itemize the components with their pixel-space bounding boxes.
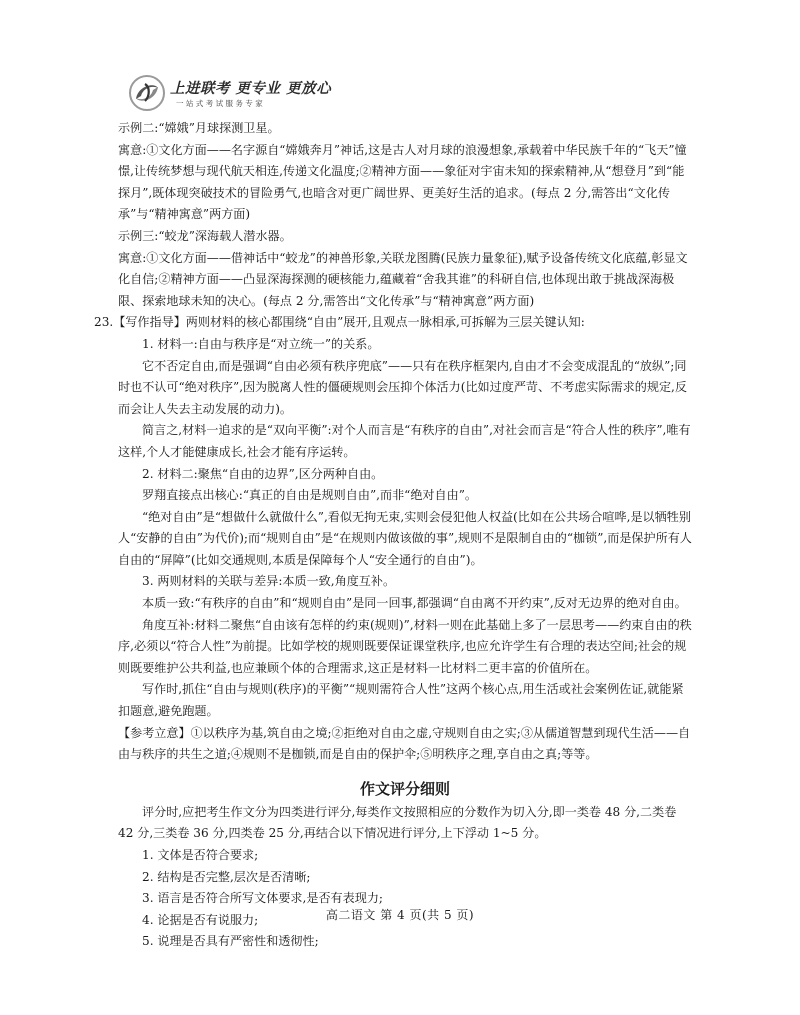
rubric-item: 5. 说理是否具有严密性和透彻性; bbox=[142, 934, 319, 949]
answer-content bbox=[94, 118, 692, 953]
paragraph: 写作时,抓住“自由与规则(秩序)的平衡”“规则需符合人性”这两个核心点,用生活或社会案例佐证,就能紧扣题意,避免跑题。 bbox=[118, 682, 684, 719]
logo-swirl-icon bbox=[128, 74, 166, 112]
rubric-item: 3. 语言是否符合所写文体要求,是否有表现力; bbox=[142, 891, 383, 906]
example-three-meaning: 寓意:①文化方面——借神话中“蛟龙”的神兽形象,关联龙图腾(民族力量象征),赋予设备传统文化底蕴,彰显文化自信;②精神方面——凸显深海探测的硬核能力,蕴藏着“舍我其谁”的科研自信,也体现出敢于挑战深海极限、探索地球未知的决心。(每点 2 分,需答出“文化传承”与“精神寓意”两方面) bbox=[118, 250, 688, 308]
rubric-intro: 评分时,应把考生作文分为四类进行评分,每类作文按照相应的分数作为切入分,即一类卷 48 分,二类卷 42 分,三类卷 36 分,四类卷 25 分,再结合以下情况进行评分,上下浮动 1~5 分。 bbox=[118, 804, 677, 841]
rubric-title: 作文评分细则 bbox=[359, 779, 450, 798]
reference-ideas: 【参考立意】①以秩序为基,筑自由之境;②拒绝对自由之虚,守规则自由之实;③从儒道智慧到现代生活——自由与秩序的共生之道;④规则不是枷锁,而是自由的保护伞;⑤明秩序之理,享自由之真;等等。 bbox=[118, 725, 691, 762]
rubric-item: 2. 结构是否完整,层次是否清晰; bbox=[142, 869, 311, 884]
example-three-title: 示例三:“蛟龙”深海载人潜水器。 bbox=[118, 228, 292, 243]
paragraph: “绝对自由”是“想做什么就做什么”,看似无拘无束,实则会侵犯他人权益(比如在公共场合喧哗,是以牺牲别人“安静的自由”为代价);而“规则自由”是“在规则内做该做的事”,规则不是限制自由的“枷锁”,而是保护所有人自由的“屏障”(比如交通规则,本质是保障每个人“安全通行的自由”)。 bbox=[118, 509, 692, 567]
question-23-guide: 23.【写作指导】两则材料的核心都围绕“自由”展开,且观点一脉相承,可拆解为三层关键认知: bbox=[94, 315, 585, 330]
example-two-title: 示例二:“嫦娥”月球探测卫星。 bbox=[118, 121, 280, 135]
material-two-heading: 2. 材料二:聚焦“自由的边界”,区分两种自由。 bbox=[142, 466, 384, 481]
paragraph: 简言之,材料一追求的是“双向平衡”:对个人而言是“有秩序的自由”,对社会而言是“符合人性的秩序”,唯有这样,个人才能健康成长,社会才能有序运转。 bbox=[118, 423, 691, 459]
logo-title: 上进联考 更专业 更放心 bbox=[170, 81, 332, 97]
paragraph: 本质一致:“有秩序的自由”和“规则自由”是同一回事,都强调“自由离不开约束”,反对无边界的绝对自由。 bbox=[142, 596, 687, 611]
material-one-heading: 1. 材料一:自由与秩序是“对立统一”的关系。 bbox=[142, 336, 380, 351]
page-header bbox=[128, 74, 338, 114]
page-footer: 高二语文 第 4 页(共 5 页) bbox=[325, 908, 475, 922]
paragraph: 角度互补:材料二聚焦“自由该有怎样的约束(规则)”,材料一则在此基础上多了一层思考——约束自由的秩序,必须以“符合人性”为前提。比如学校的规则既要保证课堂秩序,也应允许学生有合理的表达空间;社会的规则既要维护公共利益,也应兼顾个体的合理需求,这正是材料一比材料二更丰富的价值所在。 bbox=[118, 617, 692, 675]
paragraph: 它不否定自由,而是强调“自由必须有秩序兜底”——只有在秩序框架内,自由才不会变成混乱的“放纵”;同时也不认可“绝对秩序”,因为脱离人性的僵硬规则会压抑个体活力(比如过度严苛、不考虑实际需求的规定,反而会让人失去主动发展的动力)。 bbox=[118, 358, 687, 416]
paragraph: 罗翔直接点出核心:“真正的自由是规则自由”,而非“绝对自由”。 bbox=[142, 488, 477, 503]
rubric-item: 4. 论据是否有说服力; bbox=[142, 912, 259, 927]
logo-subtitle: 一站式考试服务专家 bbox=[176, 99, 266, 108]
rubric-item: 1. 文体是否符合要求; bbox=[142, 848, 259, 862]
example-two-meaning: 寓意:①文化方面——名字源自“嫦娥奔月”神话,这是古人对月球的浪漫想象,承载着中华民族千年的“飞天”憧憬,让传统梦想与现代航天相连,传递文化温度;②精神方面——象征对宇宙未知的探索精神,从“想登月”到“能探月”,既体现突破技术的冒险勇气,也暗含对更广阔世界、更美好生活的追求。(每点 2 分,需答出“文化传承”与“精神寓意”两方面) bbox=[118, 142, 687, 222]
relation-heading: 3. 两则材料的关联与差异:本质一致,角度互补。 bbox=[142, 574, 396, 589]
